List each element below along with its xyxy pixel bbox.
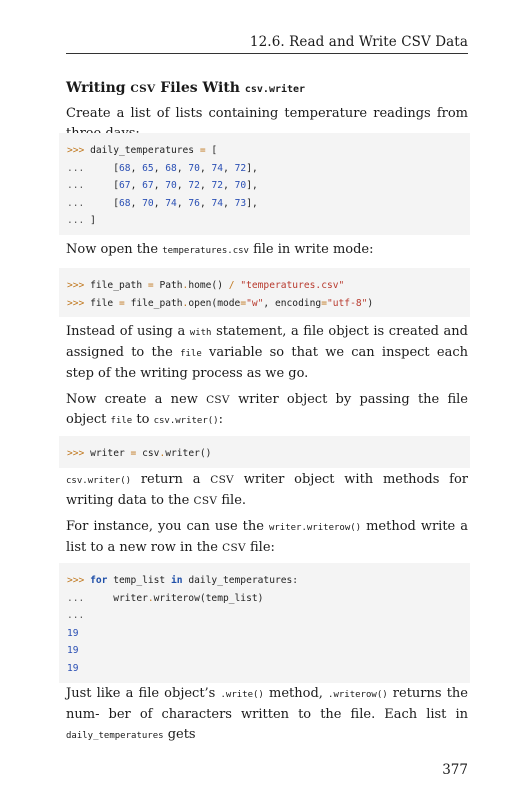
code-token: = xyxy=(199,145,206,156)
code-token: csv xyxy=(66,476,83,486)
code-token: open(mode xyxy=(188,297,241,309)
code-number: 70 xyxy=(142,197,154,209)
inline-code: file xyxy=(180,349,202,359)
code-token: temp_list xyxy=(113,575,166,586)
inline-code xyxy=(269,523,361,533)
prompt: >>> xyxy=(67,297,85,309)
text: method write a list to a new row in the xyxy=(66,519,468,555)
code-token: writer() xyxy=(175,416,219,426)
code-number: 67 xyxy=(142,180,154,192)
heading-word: Files With xyxy=(160,80,240,96)
text: ber of characters written to the file. Each list in xyxy=(108,707,468,722)
code-token: , xyxy=(153,197,166,209)
code-block-open-file xyxy=(59,268,470,317)
code-token: / xyxy=(228,280,235,291)
heading-word: Writing xyxy=(66,80,126,96)
inline-code: daily_temperatures xyxy=(66,731,164,741)
code-line xyxy=(67,212,470,230)
page-number xyxy=(66,762,468,778)
code-token: [ xyxy=(113,162,119,174)
code-token: , xyxy=(199,162,212,174)
code-token: writerow(temp_list) xyxy=(153,592,264,604)
code-string: "utf-8" xyxy=(326,297,368,309)
code-number: 72 xyxy=(188,180,200,192)
code-token: [ xyxy=(113,197,119,209)
code-line xyxy=(67,142,470,160)
code-token: ] xyxy=(90,215,96,227)
code-number: 67 xyxy=(119,180,131,192)
code-keyword: in xyxy=(170,575,183,586)
code-token: . xyxy=(182,280,189,291)
inline-code: with xyxy=(189,328,212,338)
code-token: . xyxy=(147,592,154,604)
code-token: = xyxy=(321,297,327,309)
text: file in write mode: xyxy=(253,242,374,257)
heading-code: csv.writer xyxy=(244,84,306,95)
code-block-csv-writer xyxy=(59,436,470,468)
code-number: 74 xyxy=(211,197,224,209)
code-token: , xyxy=(153,162,166,174)
code-token: Path xyxy=(159,280,183,291)
inline-code xyxy=(66,476,131,486)
code-line xyxy=(67,572,470,590)
code-token: csv xyxy=(153,416,170,426)
smallcaps-text: CSV xyxy=(193,495,218,507)
code-token: , encoding xyxy=(263,297,322,309)
code-token: writerow() xyxy=(306,523,362,533)
code-number: 70 xyxy=(165,180,177,192)
code-token: file_path xyxy=(130,297,183,309)
prompt: >>> xyxy=(67,145,85,156)
code-number: 65 xyxy=(142,162,154,174)
running-head xyxy=(66,34,468,54)
text: return a xyxy=(140,472,201,487)
code-token: ) xyxy=(367,297,374,309)
code-token: , xyxy=(153,180,166,192)
code-block-daily-temperatures xyxy=(59,133,470,235)
inline-code: .write() xyxy=(220,690,264,700)
code-line xyxy=(67,195,470,213)
code-line xyxy=(67,160,470,178)
code-string: "temperatures.csv" xyxy=(240,280,345,291)
text: variable so that we can inspect each step of the writing process as we go. xyxy=(66,345,468,381)
text: statement, a file object is created and assigned to the xyxy=(66,324,468,360)
prompt: >>> xyxy=(67,280,85,291)
code-line xyxy=(67,295,470,313)
code-token: ], xyxy=(246,162,258,174)
inline-code: file xyxy=(110,416,133,426)
text: to xyxy=(136,412,150,427)
code-token: , xyxy=(130,180,143,192)
code-token: = xyxy=(119,297,125,309)
continuation: ... xyxy=(67,215,85,227)
code-number: 68 xyxy=(119,162,131,174)
text: : xyxy=(218,412,223,427)
code-token: writer xyxy=(268,523,302,533)
paragraph-open-file xyxy=(66,240,468,261)
code-token: . xyxy=(182,297,189,309)
code-token: , xyxy=(130,162,143,174)
code-token: daily_temperatures: xyxy=(188,575,299,586)
code-number: 74 xyxy=(165,197,177,209)
paragraph-text: Create a list of lists containing temperature readings from xyxy=(66,106,468,121)
paragraph-writerow xyxy=(66,517,468,558)
smallcaps-text: CSV xyxy=(210,474,234,486)
inline-code: .writerow() xyxy=(328,690,388,700)
text: writer object by passing the file object xyxy=(66,392,469,427)
code-token: , xyxy=(176,180,189,192)
code-output: 19 xyxy=(67,627,79,639)
continuation: ... xyxy=(67,162,85,174)
text: Instead of using a xyxy=(66,324,186,339)
code-token: . xyxy=(169,416,176,426)
code-token: , xyxy=(199,197,212,209)
code-token: = xyxy=(130,448,137,459)
code-token: ], xyxy=(246,180,258,192)
code-token: . xyxy=(159,448,166,459)
code-token: , xyxy=(223,197,235,209)
code-token: file xyxy=(90,297,114,309)
code-number: 73 xyxy=(234,197,247,209)
paragraph-create-writer xyxy=(66,390,468,431)
code-number: 70 xyxy=(188,162,200,174)
section-heading xyxy=(66,80,305,96)
code-number: 70 xyxy=(234,180,247,192)
code-token: writer() xyxy=(165,448,212,459)
code-token: writer xyxy=(90,448,125,459)
code-line xyxy=(67,590,470,608)
continuation: ... xyxy=(67,592,85,604)
code-token: csv xyxy=(142,448,160,459)
code-token: ], xyxy=(246,197,258,209)
code-output: 19 xyxy=(67,662,79,674)
code-token: writer xyxy=(113,592,148,604)
text: returns the num- xyxy=(66,686,468,722)
inline-code xyxy=(154,416,219,426)
heading-csv-smallcaps: CSV xyxy=(130,83,156,95)
code-line xyxy=(67,177,470,195)
code-keyword: for xyxy=(90,575,108,586)
running-head-text: 12.6. Read and Write CSV Data xyxy=(249,34,468,50)
continuation: ... xyxy=(67,197,85,209)
code-output: 19 xyxy=(67,645,79,657)
code-token: daily_temperatures xyxy=(90,145,195,156)
text: writer object with methods for writing data to the xyxy=(66,472,468,508)
code-token: . xyxy=(82,476,88,486)
code-token: , xyxy=(130,197,143,209)
code-number: 72 xyxy=(211,180,224,192)
code-token: , xyxy=(223,162,235,174)
code-token: = xyxy=(147,280,154,291)
code-token: , xyxy=(176,197,189,209)
continuation: ... xyxy=(67,180,85,192)
code-number: 76 xyxy=(188,197,200,209)
smallcaps-text: CSV xyxy=(206,394,230,406)
code-number: 68 xyxy=(119,197,131,209)
code-token: file_path xyxy=(90,280,143,291)
code-token: , xyxy=(199,180,212,192)
text: For instance, you can use the xyxy=(66,519,264,534)
code-token: = xyxy=(240,297,247,309)
text: file: xyxy=(250,540,275,555)
code-number: 72 xyxy=(234,162,247,174)
text: file. xyxy=(221,493,247,508)
code-token: [ xyxy=(113,180,119,192)
paragraph-writer-returns xyxy=(66,470,468,511)
prompt: >>> xyxy=(67,448,85,459)
smallcaps-text: CSV xyxy=(222,542,246,554)
text: Now create a new xyxy=(66,392,198,407)
code-block-writerow-loop xyxy=(59,563,470,683)
code-token: [ xyxy=(211,145,218,156)
text: gets xyxy=(167,727,196,742)
text: Just like a file object’s xyxy=(66,686,216,701)
text: Now open the xyxy=(66,242,159,257)
code-line xyxy=(67,445,470,463)
prompt: >>> xyxy=(67,575,85,586)
page-number-text: 377 xyxy=(442,762,468,778)
code-token: , xyxy=(176,162,189,174)
code-number: 74 xyxy=(211,162,224,174)
code-token: home() xyxy=(188,280,223,291)
paragraph-file-object xyxy=(66,322,468,384)
code-number: 68 xyxy=(165,162,177,174)
code-token: . xyxy=(301,523,307,533)
code-token: writer() xyxy=(87,476,132,486)
continuation: ... xyxy=(67,610,85,622)
inline-code: temperatures.csv xyxy=(162,246,249,256)
text: method, xyxy=(269,686,323,701)
code-token: , xyxy=(223,180,235,192)
code-line xyxy=(67,277,470,295)
code-string: "w" xyxy=(246,297,264,309)
paragraph-write-method xyxy=(66,684,468,746)
code-line xyxy=(67,607,470,625)
